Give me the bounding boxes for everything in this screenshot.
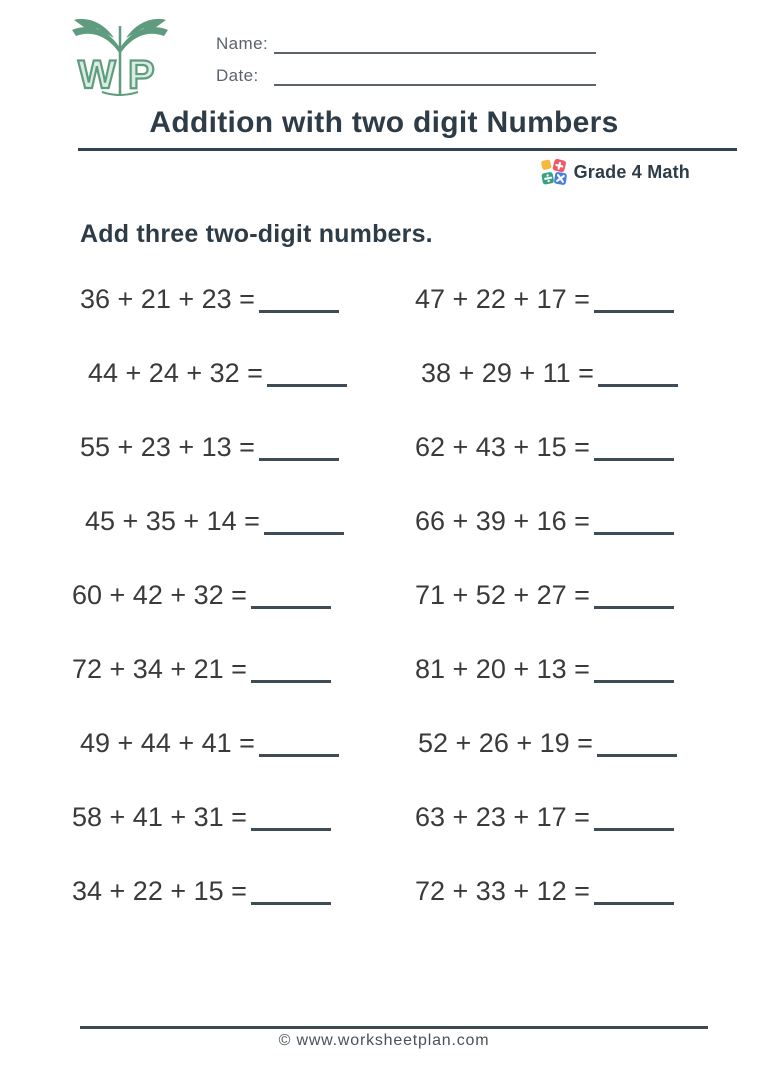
problem-expression: 72 + 33 + 12 = — [415, 876, 590, 906]
answer-blank[interactable] — [259, 754, 339, 757]
answer-blank[interactable] — [594, 458, 674, 461]
problem-expression: 58 + 41 + 31 = — [72, 802, 247, 832]
problem-row — [72, 654, 696, 687]
problem-row — [72, 876, 696, 909]
problem-right — [415, 432, 696, 463]
name-label: Name: — [216, 34, 269, 53]
problem-left — [72, 358, 415, 389]
problem-left — [72, 728, 415, 759]
answer-blank[interactable] — [594, 606, 674, 609]
logo-letter-p: P — [128, 53, 155, 97]
logo-letter-w: W — [78, 53, 116, 97]
problem-right — [415, 284, 696, 315]
grade-badge — [540, 158, 690, 186]
problem-row — [72, 802, 696, 835]
date-field-row — [216, 62, 596, 86]
problem-right — [415, 802, 696, 833]
problem-right — [415, 580, 696, 611]
problem-right — [415, 358, 696, 389]
problem-left — [72, 654, 415, 685]
problem-expression: 44 + 24 + 32 = — [88, 358, 263, 388]
name-input-line[interactable] — [274, 34, 596, 54]
problem-expression: 49 + 44 + 41 = — [80, 728, 255, 758]
math-blocks-icon — [540, 158, 568, 186]
problem-expression: 36 + 21 + 23 = — [80, 284, 255, 314]
date-input-line[interactable] — [274, 66, 596, 86]
grade-label: Grade 4 Math — [573, 161, 690, 182]
footer-copyright: © www.worksheetplan.com — [278, 1032, 490, 1049]
answer-blank[interactable] — [251, 680, 331, 683]
problem-left — [72, 802, 415, 833]
problem-left — [72, 284, 415, 315]
name-field-row — [216, 30, 596, 54]
problem-expression: 47 + 22 + 17 = — [415, 284, 590, 314]
problem-row — [72, 728, 696, 761]
problem-left — [72, 876, 415, 907]
problem-right — [415, 654, 696, 685]
answer-blank[interactable] — [251, 828, 331, 831]
problem-expression: 45 + 35 + 14 = — [85, 506, 260, 536]
answer-blank[interactable] — [259, 310, 339, 313]
answer-blank[interactable] — [251, 606, 331, 609]
problem-expression: 52 + 26 + 19 = — [418, 728, 593, 758]
answer-blank[interactable] — [594, 310, 674, 313]
problem-row — [72, 284, 696, 317]
worksheetplan-logo — [64, 12, 176, 98]
open-book-logo-icon — [64, 12, 176, 98]
problem-expression: 66 + 39 + 16 = — [415, 506, 590, 536]
problems-list — [72, 284, 696, 950]
problem-right — [415, 728, 696, 759]
problem-right — [415, 876, 696, 907]
title-divider — [78, 148, 737, 151]
problem-expression: 62 + 43 + 15 = — [415, 432, 590, 462]
answer-blank[interactable] — [594, 532, 674, 535]
student-fields — [216, 30, 596, 94]
instruction-text: Add three two-digit numbers. — [80, 220, 433, 248]
problem-expression: 60 + 42 + 32 = — [72, 580, 247, 610]
problem-left — [72, 506, 415, 537]
problem-row — [72, 432, 696, 465]
problem-expression: 71 + 52 + 27 = — [415, 580, 590, 610]
answer-blank[interactable] — [598, 384, 678, 387]
problem-expression: 55 + 23 + 13 = — [80, 432, 255, 462]
problem-row — [72, 580, 696, 613]
answer-blank[interactable] — [597, 754, 677, 757]
problem-left — [72, 432, 415, 463]
problem-expression: 63 + 23 + 17 = — [415, 802, 590, 832]
answer-blank[interactable] — [251, 902, 331, 905]
problem-expression: 38 + 29 + 11 = — [421, 358, 594, 388]
answer-blank[interactable] — [594, 680, 674, 683]
problem-row — [72, 506, 696, 539]
worksheet-title: Addition with two digit Numbers — [149, 106, 619, 139]
problem-expression: 34 + 22 + 15 = — [72, 876, 247, 906]
answer-blank[interactable] — [264, 532, 344, 535]
problem-expression: 72 + 34 + 21 = — [72, 654, 247, 684]
problem-expression: 81 + 20 + 13 = — [415, 654, 590, 684]
answer-blank[interactable] — [594, 828, 674, 831]
answer-blank[interactable] — [259, 458, 339, 461]
answer-blank[interactable] — [267, 384, 347, 387]
answer-blank[interactable] — [594, 902, 674, 905]
problem-row — [72, 358, 696, 391]
problem-right — [415, 506, 696, 537]
footer-divider — [80, 1026, 708, 1029]
date-label: Date: — [216, 66, 259, 85]
problem-left — [72, 580, 415, 611]
